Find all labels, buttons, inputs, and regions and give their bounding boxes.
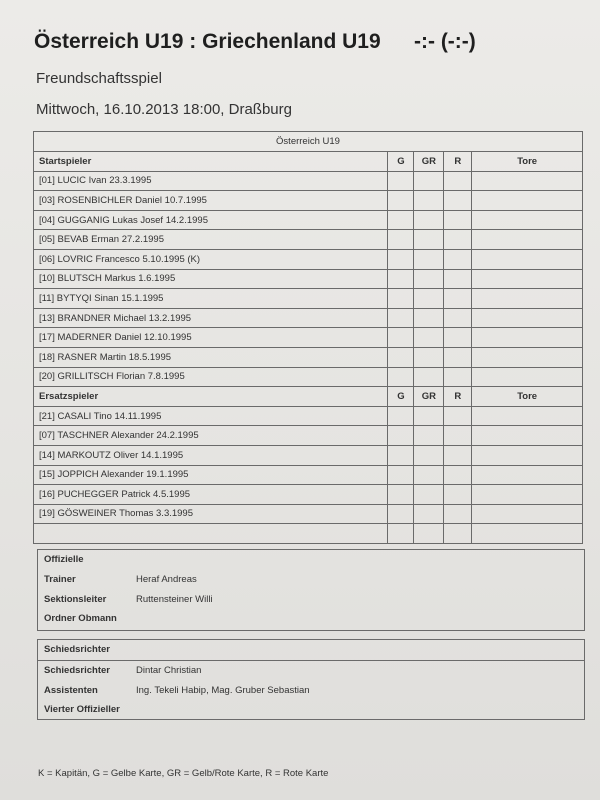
official-role: Sektionsleiter (44, 593, 107, 605)
cell-g (388, 191, 414, 211)
cell-tore (472, 524, 583, 544)
roster-body (34, 152, 583, 544)
player-name: [01] LUCIC Ivan 23.3.1995 (34, 171, 388, 191)
cell-g (388, 524, 414, 544)
officials-box (37, 549, 585, 631)
section-header-row (34, 152, 583, 172)
official-role: Schiedsrichter (44, 665, 110, 676)
cell-tore (472, 289, 583, 309)
cell-tore (472, 230, 583, 250)
team-name: Österreich U19 (34, 132, 583, 152)
cell-r (444, 269, 472, 289)
cell-g (388, 289, 414, 309)
player-row (34, 328, 583, 348)
cell-gr (414, 504, 444, 524)
cell-tore (472, 485, 583, 505)
column-header-gr: GR (414, 387, 444, 407)
official-row (38, 570, 584, 590)
cell-tore (472, 249, 583, 269)
cell-gr (414, 445, 444, 465)
cell-g (388, 406, 414, 426)
cell-gr (414, 269, 444, 289)
player-name: [20] GRILLITSCH Florian 7.8.1995 (34, 367, 388, 387)
cell-g (388, 249, 414, 269)
cell-tore (472, 426, 583, 446)
player-name: [10] BLUTSCH Markus 1.6.1995 (34, 269, 388, 289)
official-role: Assistenten (44, 684, 98, 696)
section-header-row (34, 387, 583, 407)
cell-r (444, 524, 472, 544)
cell-r (444, 171, 472, 191)
column-header-tore: Tore (472, 152, 583, 172)
referees-heading: Schiedsrichter (38, 640, 584, 661)
cell-r (444, 485, 472, 505)
cell-g (388, 269, 414, 289)
cell-r (444, 504, 472, 524)
cell-g (388, 485, 414, 505)
officials-heading: Offizielle (44, 554, 84, 565)
cell-tore (472, 210, 583, 230)
cell-r (444, 230, 472, 250)
official-row (38, 590, 584, 610)
player-name: [06] LOVRIC Francesco 5.10.1995 (K) (34, 249, 388, 269)
player-row (34, 367, 583, 387)
player-row (34, 347, 583, 367)
official-role: Trainer (44, 574, 76, 585)
match-score: -:- (-:-) (414, 30, 476, 53)
match-date-venue: Mittwoch, 16.10.2013 18:00, Draßburg (36, 101, 292, 118)
cell-r (444, 191, 472, 211)
referees-box (37, 639, 585, 720)
cell-gr (414, 210, 444, 230)
cell-gr (414, 406, 444, 426)
column-header-g: G (388, 387, 414, 407)
cell-gr (414, 249, 444, 269)
official-name: Heraf Andreas (136, 574, 197, 585)
cell-r (444, 445, 472, 465)
column-header-g: G (388, 152, 414, 172)
cell-tore (472, 465, 583, 485)
match-type: Freundschaftsspiel (36, 70, 162, 87)
cell-r (444, 249, 472, 269)
player-name: [14] MARKOUTZ Oliver 14.1.1995 (34, 445, 388, 465)
cell-r (444, 328, 472, 348)
cell-gr (414, 191, 444, 211)
cell-r (444, 347, 472, 367)
player-name: [13] BRANDNER Michael 13.2.1995 (34, 308, 388, 328)
player-row (34, 308, 583, 328)
cell-tore (472, 347, 583, 367)
cell-g (388, 465, 414, 485)
cell-gr (414, 347, 444, 367)
cell-g (388, 445, 414, 465)
player-name: [03] ROSENBICHLER Daniel 10.7.1995 (34, 191, 388, 211)
cell-gr (414, 367, 444, 387)
cell-gr (414, 308, 444, 328)
player-name: [04] GUGGANIG Lukas Josef 14.2.1995 (34, 210, 388, 230)
player-name: [18] RASNER Martin 18.5.1995 (34, 347, 388, 367)
player-row (34, 524, 583, 544)
player-row (34, 171, 583, 191)
cell-gr (414, 524, 444, 544)
official-row (38, 700, 584, 720)
player-row (34, 249, 583, 269)
player-name (34, 524, 388, 544)
cell-tore (472, 367, 583, 387)
match-title: Österreich U19 : Griechenland U19 (34, 30, 381, 53)
official-role: Vierter Offizieller (44, 704, 120, 715)
cell-r (444, 308, 472, 328)
player-row (34, 406, 583, 426)
cell-gr (414, 171, 444, 191)
player-name: [11] BYTYQI Sinan 15.1.1995 (34, 289, 388, 309)
cell-g (388, 230, 414, 250)
cell-gr (414, 465, 444, 485)
cell-tore (472, 171, 583, 191)
player-row (34, 465, 583, 485)
cell-r (444, 210, 472, 230)
cell-r (444, 367, 472, 387)
player-row (34, 445, 583, 465)
section-label: Ersatzspieler (34, 387, 388, 407)
team-roster-table (33, 131, 583, 544)
cell-gr (414, 289, 444, 309)
player-row (34, 210, 583, 230)
cell-gr (414, 485, 444, 505)
official-row (38, 681, 584, 701)
player-name: [17] MADERNER Daniel 12.10.1995 (34, 328, 388, 348)
cell-g (388, 367, 414, 387)
column-header-r: R (444, 387, 472, 407)
player-name: [05] BEVAB Erman 27.2.1995 (34, 230, 388, 250)
cell-tore (472, 269, 583, 289)
player-row (34, 230, 583, 250)
cell-g (388, 504, 414, 524)
player-name: [16] PUCHEGGER Patrick 4.5.1995 (34, 485, 388, 505)
cell-tore (472, 308, 583, 328)
player-row (34, 269, 583, 289)
cell-g (388, 171, 414, 191)
cell-r (444, 406, 472, 426)
official-role: Ordner Obmann (44, 613, 117, 624)
official-name: Ruttensteiner Willi (136, 593, 213, 605)
cell-r (444, 465, 472, 485)
cell-r (444, 289, 472, 309)
player-row (34, 191, 583, 211)
cell-tore (472, 504, 583, 524)
player-name: [07] TASCHNER Alexander 24.2.1995 (34, 426, 388, 446)
cell-tore (472, 191, 583, 211)
cell-gr (414, 230, 444, 250)
column-header-r: R (444, 152, 472, 172)
section-label: Startspieler (34, 152, 388, 172)
cell-tore (472, 406, 583, 426)
player-row (34, 289, 583, 309)
cell-g (388, 210, 414, 230)
column-header-tore: Tore (472, 387, 583, 407)
cell-gr (414, 328, 444, 348)
player-row (34, 426, 583, 446)
official-name: Dintar Christian (136, 665, 202, 676)
cell-g (388, 347, 414, 367)
column-header-gr: GR (414, 152, 444, 172)
legend: K = Kapitän, G = Gelbe Karte, GR = Gelb/Rote Karte, R = Rote Karte (38, 768, 329, 779)
official-name: Ing. Tekeli Habip, Mag. Gruber Sebastian (136, 684, 310, 696)
cell-g (388, 308, 414, 328)
cell-tore (472, 445, 583, 465)
player-name: [19] GÖSWEINER Thomas 3.3.1995 (34, 504, 388, 524)
player-name: [21] CASALI Tino 14.11.1995 (34, 406, 388, 426)
player-name: [15] JOPPICH Alexander 19.1.1995 (34, 465, 388, 485)
official-row (38, 609, 584, 629)
player-row (34, 485, 583, 505)
cell-r (444, 426, 472, 446)
official-row (38, 661, 584, 681)
cell-gr (414, 426, 444, 446)
cell-g (388, 328, 414, 348)
player-row (34, 504, 583, 524)
cell-g (388, 426, 414, 446)
cell-tore (472, 328, 583, 348)
